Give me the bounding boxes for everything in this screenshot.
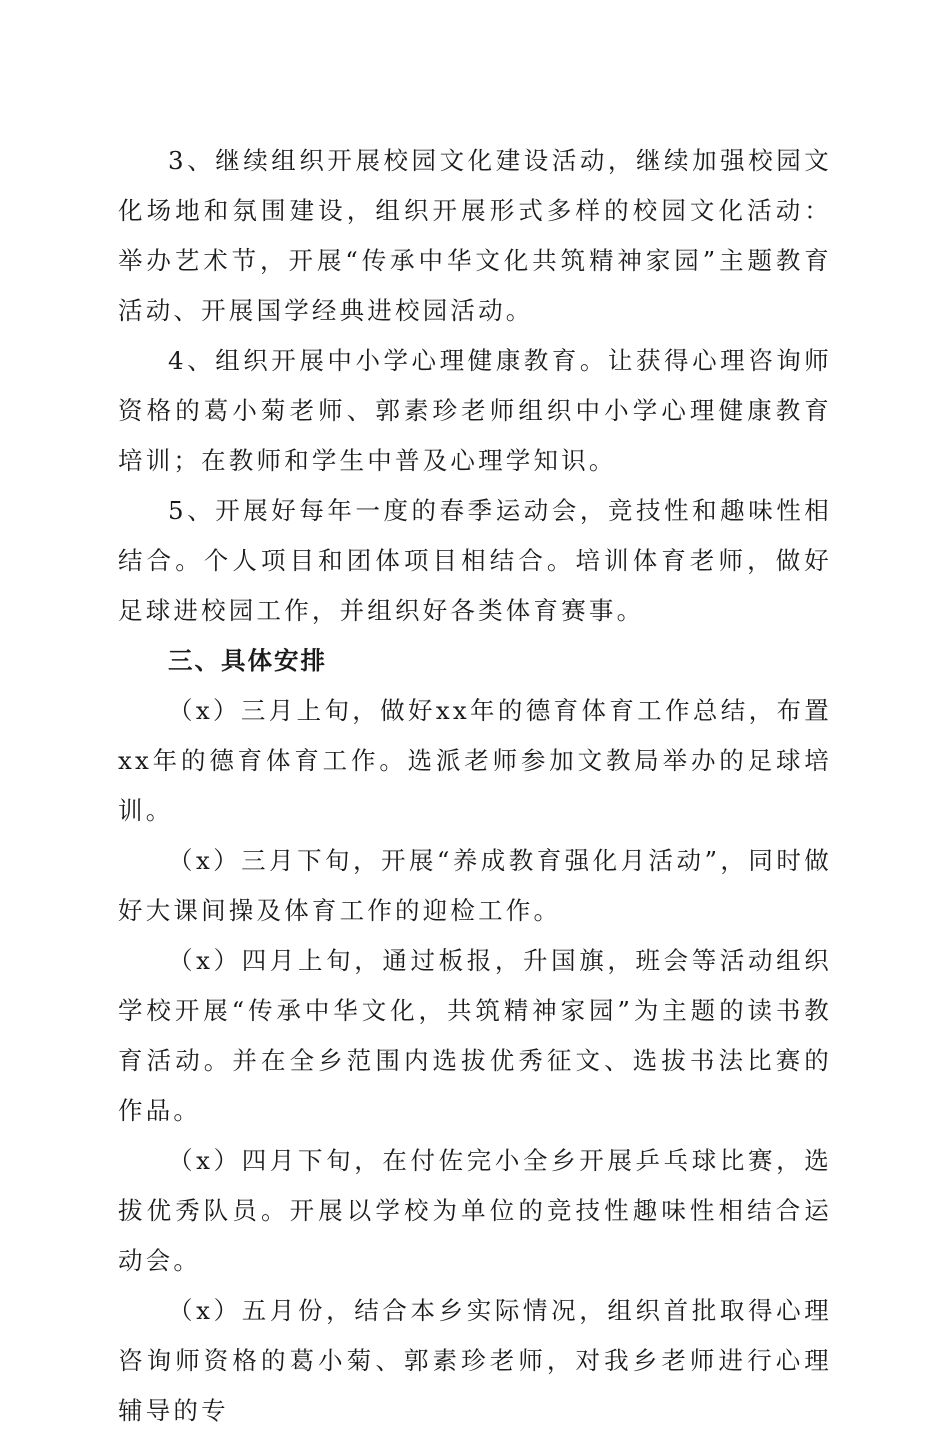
schedule-item-may: （x）五月份，结合本乡实际情况，组织首批取得心理咨询师资格的葛小菊、郭素珍老师，对我乡老师进行心理辅导的专	[118, 1296, 832, 1425]
schedule-item-march-late: （x）三月下旬，开展“养成教育强化月活动”，同时做好大课间操及体育工作的迎检工作。	[118, 846, 832, 925]
schedule-item-april-late: （x）四月下旬，在付佐完小全乡开展乒乓球比赛，选拔优秀队员。开展以学校为单位的竞技性趣味性相结合运动会。	[118, 1146, 832, 1275]
schedule-item-march-early: （x）三月上旬，做好xx年的德育体育工作总结，布置xx年的德育体育工作。选派老师参加文教局举办的足球培训。	[118, 696, 832, 825]
paragraph-item-3: 3、继续组织开展校园文化建设活动，继续加强校园文化场地和氛围建设，组织开展形式多样的校园文化活动：举办艺术节，开展“传承中华文化共筑精神家园”主题教育活动、开展国学经典进校园活动。	[118, 146, 832, 325]
paragraph-item-4: 4、组织开展中小学心理健康教育。让获得心理咨询师资格的葛小菊老师、郭素珍老师组织中小学心理健康教育培训；在教师和学生中普及心理学知识。	[118, 346, 832, 475]
document-body	[118, 136, 832, 1436]
paragraph-item-5: 5、开展好每年一度的春季运动会，竞技性和趣味性相结合。个人项目和团体项目相结合。培训体育老师，做好足球进校园工作，并组织好各类体育赛事。	[118, 496, 832, 625]
section-heading: 三、具体安排	[168, 646, 327, 675]
schedule-item-april-early: （x）四月上旬，通过板报，升国旗，班会等活动组织学校开展“传承中华文化，共筑精神家园”为主题的读书教育活动。并在全乡范围内选拔优秀征文、选拔书法比赛的作品。	[118, 946, 832, 1125]
